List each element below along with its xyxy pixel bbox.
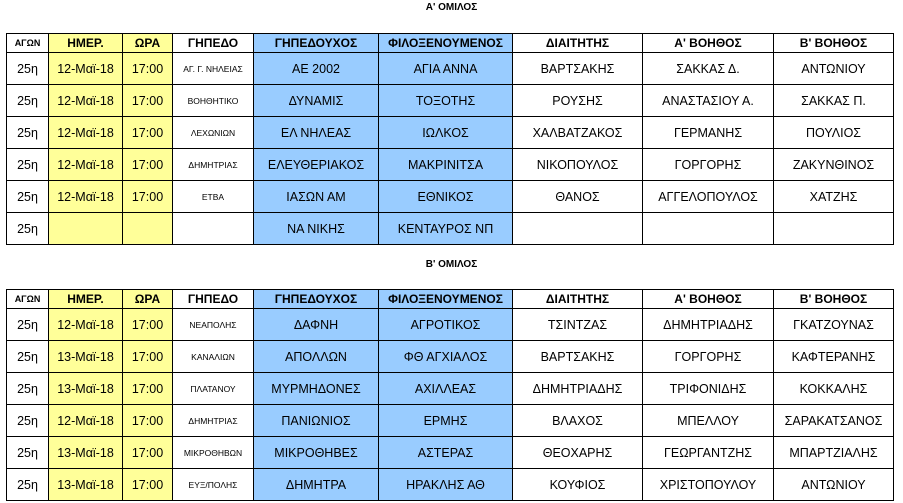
header-row	[7, 290, 894, 309]
assistant1-cell: ΓΕΡΜΑΝΗΣ	[643, 117, 774, 149]
date-cell: 13-Μαϊ-18	[49, 469, 123, 501]
table-row	[7, 373, 894, 405]
table-row	[7, 213, 894, 245]
away-team-cell: ΦΘ ΑΓΧΙΑΛΟΣ	[379, 341, 513, 373]
referee-cell: ΘΕΟΧΑΡΗΣ	[513, 437, 643, 469]
venue-cell: ΑΓ. Γ. ΝΗΛΕΙΑΣ	[173, 53, 254, 85]
referee-cell: ΒΛΑΧΟΣ	[513, 405, 643, 437]
header-venue: ΓΗΠΕΔΟ	[173, 34, 254, 53]
away-team-cell: ΕΡΜΗΣ	[379, 405, 513, 437]
time-cell: 17:00	[123, 469, 173, 501]
header-date: ΗΜΕΡ.	[49, 290, 123, 309]
home-team-cell: ΕΛΕΥΘΕΡΙΑΚΟΣ	[254, 149, 379, 181]
venue-cell: ΠΛΑΤΑΝΟΥ	[173, 373, 254, 405]
away-team-cell: ΜΑΚΡΙΝΙΤΣΑ	[379, 149, 513, 181]
group-a-table	[6, 33, 894, 245]
home-team-cell: ΙΑΣΩΝ ΑΜ	[254, 181, 379, 213]
table-row	[7, 53, 894, 85]
assistant2-cell: ΜΠΑΡΤΖΙΑΛΗΣ	[774, 437, 894, 469]
date-cell: 13-Μαϊ-18	[49, 437, 123, 469]
match-number-cell: 25η	[7, 181, 49, 213]
away-team-cell: ΗΡΑΚΛΗΣ ΑΘ	[379, 469, 513, 501]
venue-cell: ΜΙΚΡΟΘΗΒΩΝ	[173, 437, 254, 469]
time-cell: 17:00	[123, 341, 173, 373]
referee-cell: ΝΙΚΟΠΟΥΛΟΣ	[513, 149, 643, 181]
match-number-cell: 25η	[7, 437, 49, 469]
away-team-cell: ΚΕΝΤΑΥΡΟΣ ΝΠ	[379, 213, 513, 245]
referee-cell: ΔΗΜΗΤΡΙΑΔΗΣ	[513, 373, 643, 405]
group-a-title: Α' ΟΜΙΛΟΣ	[425, 2, 478, 13]
referee-cell: ΘΑΝΟΣ	[513, 181, 643, 213]
assistant2-cell: ΣΑΚΚΑΣ Π.	[774, 85, 894, 117]
date-cell	[49, 213, 123, 245]
referee-cell: ΚΟΥΦΙΟΣ	[513, 469, 643, 501]
assistant2-cell: ΖΑΚΥΝΘΙΝΟΣ	[774, 149, 894, 181]
time-cell: 17:00	[123, 309, 173, 341]
table-row	[7, 437, 894, 469]
match-number-cell: 25η	[7, 85, 49, 117]
date-cell: 12-Μαϊ-18	[49, 181, 123, 213]
assistant1-cell: ΑΝΑΣΤΑΣΙΟΥ Α.	[643, 85, 774, 117]
venue-cell: ΔΗΜΗΤΡΙΑΣ	[173, 405, 254, 437]
away-team-cell: ΑΓΡΟΤΙΚΟΣ	[379, 309, 513, 341]
time-cell: 17:00	[123, 405, 173, 437]
date-cell: 12-Μαϊ-18	[49, 117, 123, 149]
venue-cell: ΔΗΜΗΤΡΙΑΣ	[173, 149, 254, 181]
header-home: ΓΗΠΕΔΟΥΧΟΣ	[254, 290, 379, 309]
away-team-cell: ΑΧΙΛΛΕΑΣ	[379, 373, 513, 405]
group-b-body	[7, 309, 894, 501]
home-team-cell: ΔΥΝΑΜΙΣ	[254, 85, 379, 117]
table-row	[7, 149, 894, 181]
assistant2-cell: ΣΑΡΑΚΑΤΣΑΝΟΣ	[774, 405, 894, 437]
table-row	[7, 85, 894, 117]
referee-cell: ΒΑΡΤΣΑΚΗΣ	[513, 53, 643, 85]
date-cell: 13-Μαϊ-18	[49, 373, 123, 405]
time-cell: 17:00	[123, 117, 173, 149]
table-row	[7, 405, 894, 437]
header-referee: ΔΙΑΙΤΗΤΗΣ	[513, 34, 643, 53]
header-away: ΦΙΛΟΞΕΝΟΥΜΕΝΟΣ	[379, 290, 513, 309]
date-cell: 12-Μαϊ-18	[49, 405, 123, 437]
home-team-cell: ΜΙΚΡΟΘΗΒΕΣ	[254, 437, 379, 469]
assistant1-cell: ΑΓΓΕΛΟΠΟΥΛΟΣ	[643, 181, 774, 213]
away-team-cell: ΙΩΛΚΟΣ	[379, 117, 513, 149]
match-number-cell: 25η	[7, 469, 49, 501]
header-home: ΓΗΠΕΔΟΥΧΟΣ	[254, 34, 379, 53]
header-referee: ΔΙΑΙΤΗΤΗΣ	[513, 290, 643, 309]
referee-cell: ΤΣΙΝΤΖΑΣ	[513, 309, 643, 341]
table-row	[7, 309, 894, 341]
header-time: ΩΡΑ	[123, 290, 173, 309]
group-b-title: Β' ΟΜΙΛΟΣ	[425, 259, 478, 270]
venue-cell: ΝΕΑΠΟΛΗΣ	[173, 309, 254, 341]
date-cell: 12-Μαϊ-18	[49, 85, 123, 117]
assistant1-cell: ΓΟΡΓΟΡΗΣ	[643, 149, 774, 181]
home-team-cell: ΔΑΦΝΗ	[254, 309, 379, 341]
header-row	[7, 34, 894, 53]
time-cell: 17:00	[123, 181, 173, 213]
home-team-cell: ΑΕ 2002	[254, 53, 379, 85]
header-away: ΦΙΛΟΞΕΝΟΥΜΕΝΟΣ	[379, 34, 513, 53]
time-cell: 17:00	[123, 437, 173, 469]
header-venue: ΓΗΠΕΔΟ	[173, 290, 254, 309]
time-cell: 17:00	[123, 85, 173, 117]
time-cell: 17:00	[123, 53, 173, 85]
match-number-cell: 25η	[7, 213, 49, 245]
assistant2-cell: ΑΝΤΩΝΙΟΥ	[774, 53, 894, 85]
assistant1-cell: ΣΑΚΚΑΣ Δ.	[643, 53, 774, 85]
time-cell	[123, 213, 173, 245]
away-team-cell: ΑΣΤΕΡΑΣ	[379, 437, 513, 469]
match-number-cell: 25η	[7, 341, 49, 373]
date-cell: 12-Μαϊ-18	[49, 309, 123, 341]
header-assistant1: Α' ΒΟΗΘΟΣ	[643, 34, 774, 53]
assistant1-cell	[643, 213, 774, 245]
time-cell: 17:00	[123, 373, 173, 405]
away-team-cell: ΕΘΝΙΚΟΣ	[379, 181, 513, 213]
header-date: ΗΜΕΡ.	[49, 34, 123, 53]
away-team-cell: ΑΓΙΑ ΑΝΝΑ	[379, 53, 513, 85]
referee-cell	[513, 213, 643, 245]
match-number-cell: 25η	[7, 405, 49, 437]
match-number-cell: 25η	[7, 53, 49, 85]
date-cell: 12-Μαϊ-18	[49, 53, 123, 85]
table-row	[7, 181, 894, 213]
group-a-body	[7, 53, 894, 245]
venue-cell: ΛΕΧΩΝΙΩΝ	[173, 117, 254, 149]
home-team-cell: ΝΑ ΝΙΚΗΣ	[254, 213, 379, 245]
assistant1-cell: ΓΟΡΓΟΡΗΣ	[643, 341, 774, 373]
assistant2-cell: ΠΟΥΛΙΟΣ	[774, 117, 894, 149]
assistant2-cell: ΧΑΤΖΗΣ	[774, 181, 894, 213]
referee-cell: ΡΟΥΣΗΣ	[513, 85, 643, 117]
home-team-cell: ΕΛ ΝΗΛΕΑΣ	[254, 117, 379, 149]
header-agon: ΑΓΩΝ	[7, 34, 49, 53]
header-assistant2: Β' ΒΟΗΘΟΣ	[774, 290, 894, 309]
date-cell: 12-Μαϊ-18	[49, 149, 123, 181]
assistant2-cell: ΚΑΦΤΕΡΑΝΗΣ	[774, 341, 894, 373]
assistant2-cell	[774, 213, 894, 245]
assistant2-cell: ΚΟΚΚΑΛΗΣ	[774, 373, 894, 405]
match-number-cell: 25η	[7, 117, 49, 149]
table-row	[7, 469, 894, 501]
header-assistant1: Α' ΒΟΗΘΟΣ	[643, 290, 774, 309]
venue-cell: ΚΑΝΑΛΙΩΝ	[173, 341, 254, 373]
venue-cell: ΒΟΗΘΗΤΙΚΟ	[173, 85, 254, 117]
match-number-cell: 25η	[7, 149, 49, 181]
assistant1-cell: ΔΗΜΗΤΡΙΑΔΗΣ	[643, 309, 774, 341]
assistant1-cell: ΓΕΩΡΓΑΝΤΖΗΣ	[643, 437, 774, 469]
assistant1-cell: ΜΠΕΛΛΟΥ	[643, 405, 774, 437]
table-row	[7, 341, 894, 373]
home-team-cell: ΑΠΟΛΛΩΝ	[254, 341, 379, 373]
match-number-cell: 25η	[7, 309, 49, 341]
referee-cell: ΧΑΛΒΑΤΖΑΚΟΣ	[513, 117, 643, 149]
venue-cell	[173, 213, 254, 245]
group-b-table	[6, 289, 894, 501]
match-number-cell: 25η	[7, 373, 49, 405]
assistant1-cell: ΧΡΙΣΤΟΠΟΥΛΟΥ	[643, 469, 774, 501]
header-agon: ΑΓΩΝ	[7, 290, 49, 309]
time-cell: 17:00	[123, 149, 173, 181]
assistant2-cell: ΓΚΑΤΖΟΥΝΑΣ	[774, 309, 894, 341]
away-team-cell: ΤΟΞΟΤΗΣ	[379, 85, 513, 117]
home-team-cell: ΠΑΝΙΩΝΙΟΣ	[254, 405, 379, 437]
venue-cell: ΕΤΒΑ	[173, 181, 254, 213]
date-cell: 13-Μαϊ-18	[49, 341, 123, 373]
referee-cell: ΒΑΡΤΣΑΚΗΣ	[513, 341, 643, 373]
home-team-cell: ΔΗΜΗΤΡΑ	[254, 469, 379, 501]
venue-cell: ΕΥΞ/ΠΟΛΗΣ	[173, 469, 254, 501]
table-row	[7, 117, 894, 149]
assistant1-cell: ΤΡΙΦΟΝΙΔΗΣ	[643, 373, 774, 405]
home-team-cell: ΜΥΡΜΗΔΟΝΕΣ	[254, 373, 379, 405]
header-time: ΩΡΑ	[123, 34, 173, 53]
assistant2-cell: ΑΝΤΩΝΙΟΥ	[774, 469, 894, 501]
header-assistant2: Β' ΒΟΗΘΟΣ	[774, 34, 894, 53]
